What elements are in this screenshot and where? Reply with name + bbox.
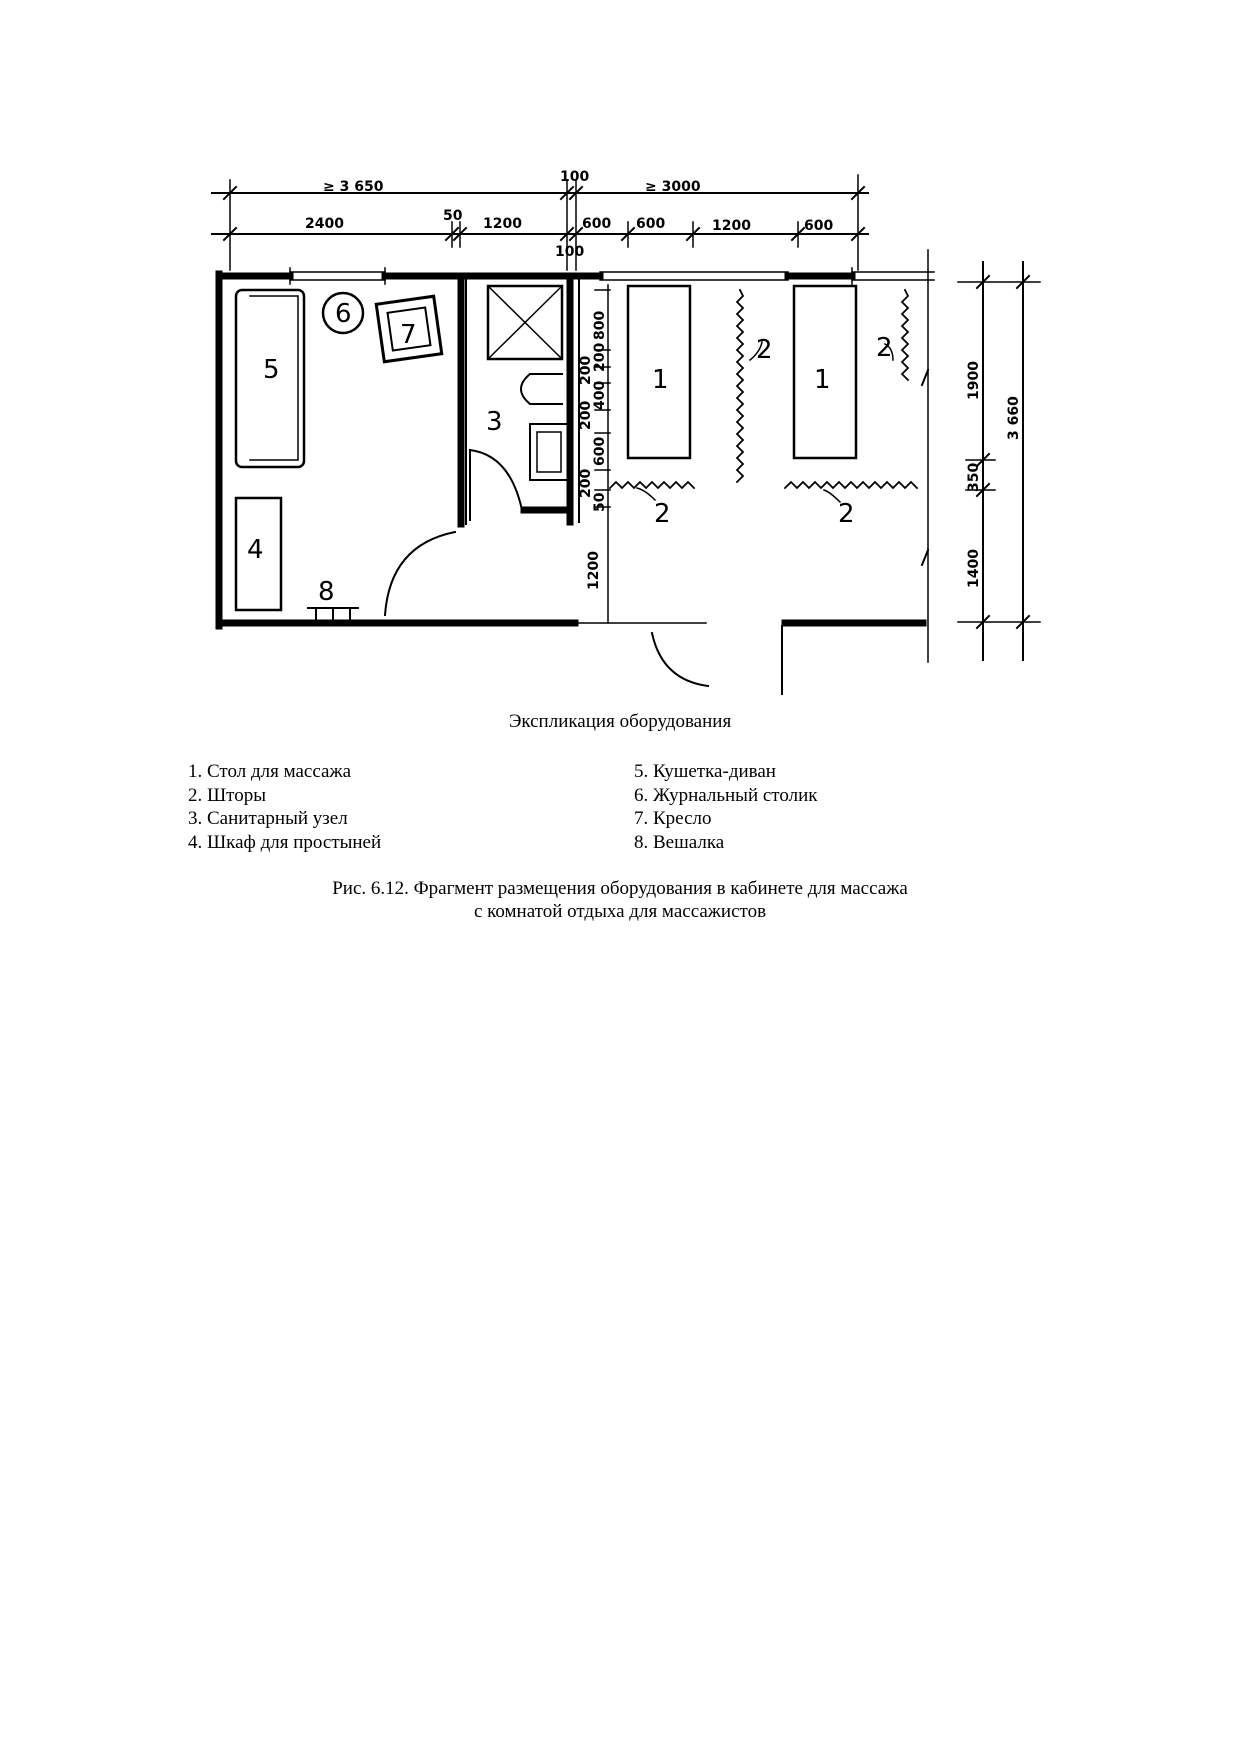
- dim-overall-left: ≥ 3 650: [323, 179, 384, 195]
- label-2d: 2: [838, 499, 855, 529]
- dim-400: 400: [592, 380, 608, 410]
- dim-200a: 200: [592, 342, 608, 372]
- label-4: 4: [247, 535, 264, 565]
- door-entrance: [652, 633, 708, 686]
- dim-1200-inner: 1200: [586, 551, 602, 590]
- curtain-vertical-1: [737, 290, 743, 482]
- legend-title: Экспликация оборудования: [508, 711, 732, 732]
- dim-600b: 600: [636, 216, 666, 232]
- figure-caption: [0, 877, 1240, 923]
- label-2a: 2: [756, 335, 773, 365]
- label-1b: 1: [814, 365, 831, 395]
- dim-overall-right: ≥ 3000: [645, 179, 701, 195]
- dim-1200b: 1200: [712, 218, 751, 234]
- door-rest-room: [385, 532, 455, 615]
- legend-item: 8. Вешалка: [634, 831, 725, 853]
- caption-line-2: с комнатой отдыха для массажистов: [473, 901, 767, 922]
- legend-item: 2. Шторы: [188, 784, 266, 806]
- floor-plan: [0, 0, 1240, 700]
- label-8: 8: [318, 577, 335, 607]
- dim-200b: 200: [578, 355, 594, 385]
- curtain-horizontal-2: [785, 482, 917, 488]
- dim-600a: 600: [582, 216, 612, 232]
- curtain-horizontal-1: [610, 482, 694, 488]
- label-2b: 2: [876, 333, 893, 363]
- label-7: 7: [400, 320, 417, 350]
- dim-350: 350: [966, 462, 982, 492]
- caption-line-1: Рис. 6.12. Фрагмент размещения оборудования в кабинете для массажа: [332, 878, 908, 899]
- legend-left-column: [188, 760, 381, 854]
- dim-600: 600: [592, 436, 608, 466]
- dim-100-below: 100: [555, 244, 585, 260]
- dim-600c: 600: [804, 218, 834, 234]
- label-6: 6: [335, 299, 352, 329]
- dim-800: 800: [592, 310, 608, 340]
- dim-gap: 100: [560, 169, 590, 185]
- label-3: 3: [486, 407, 503, 437]
- curtain-vertical-2: [902, 290, 908, 380]
- legend-item: 3. Санитарный узел: [188, 808, 348, 829]
- dim-200d: 200: [578, 468, 594, 498]
- toilet: [521, 374, 562, 404]
- label-5: 5: [263, 355, 280, 385]
- legend-item: 5. Кушетка-диван: [634, 761, 776, 782]
- dim-1200a: 1200: [483, 216, 522, 232]
- label-1a: 1: [652, 365, 669, 395]
- dim-200c: 200: [578, 400, 594, 430]
- coat-rack-8: [308, 608, 358, 620]
- dim-3660: 3 660: [1006, 396, 1022, 440]
- dim-50-inner: 50: [592, 492, 608, 512]
- label-2c: 2: [654, 499, 671, 529]
- legend-right-column: [634, 760, 817, 854]
- legend-item: 7. Кресло: [634, 808, 712, 829]
- legend-item: 6. Журнальный столик: [634, 784, 818, 806]
- door-sanitary: [470, 450, 522, 510]
- dim-1900: 1900: [966, 361, 982, 400]
- legend-item: 1. Стол для массажа: [188, 761, 352, 782]
- dim-2400: 2400: [305, 216, 344, 232]
- dim-1400: 1400: [966, 549, 982, 588]
- dim-50: 50: [443, 208, 463, 224]
- legend-item: 4. Шкаф для простыней: [188, 831, 382, 853]
